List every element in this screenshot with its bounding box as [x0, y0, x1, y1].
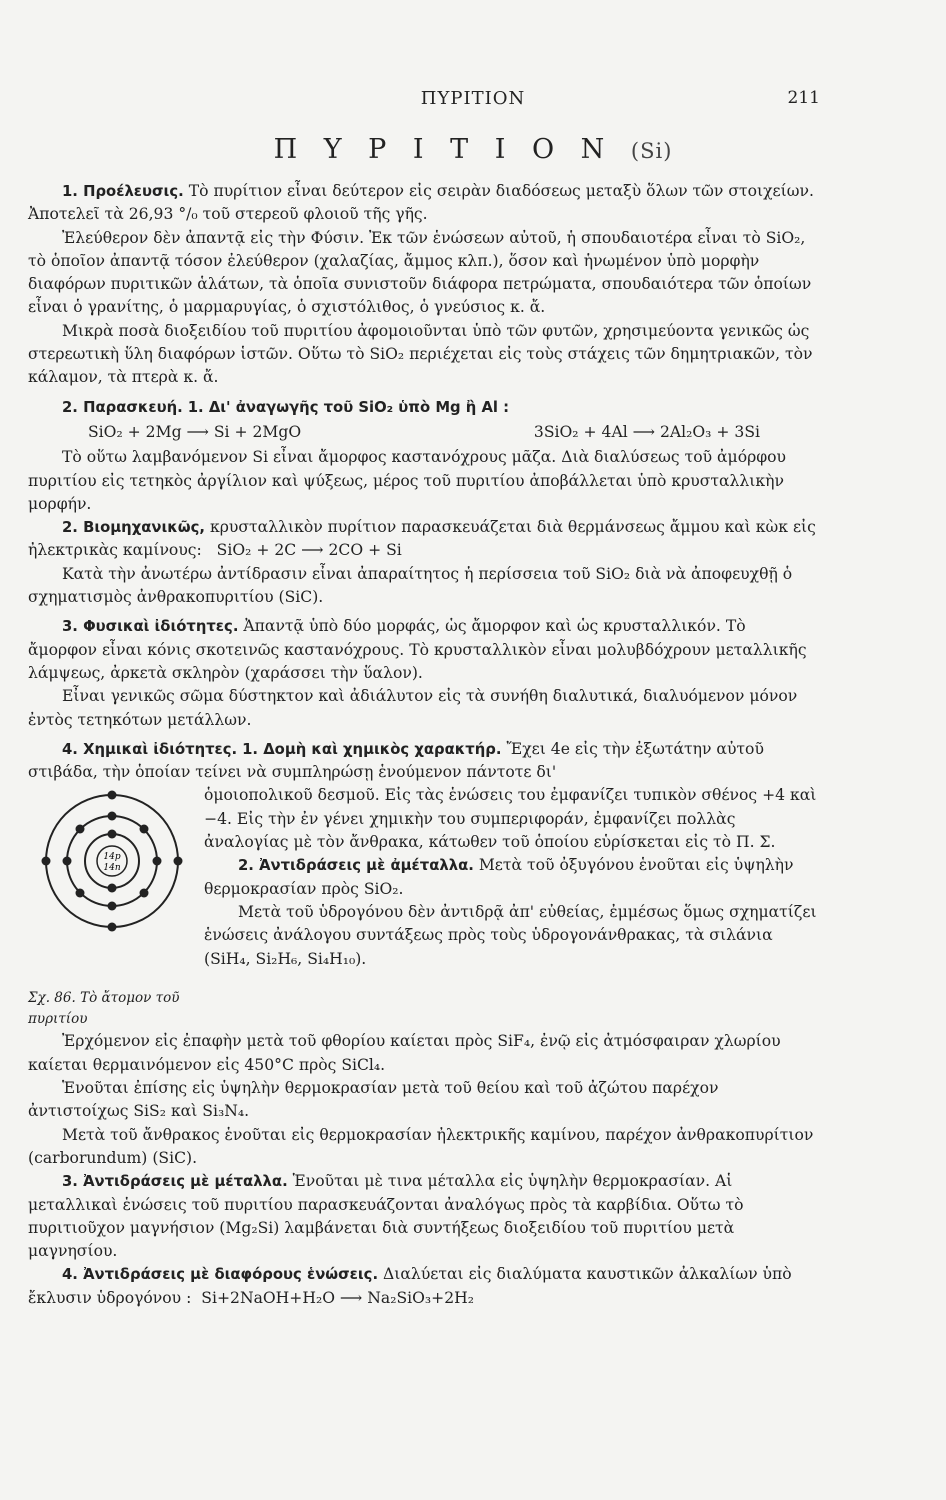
paragraph: Τὸ οὕτω λαμβανόμενον Si εἶναι ἄμορφος καστανόχρους μᾶζα. Διὰ διαλύσεως τοῦ ἀμόρφου πυριτίου εἰς τετηκὸς ἀργίλιον καὶ ψύξεως, μέρος τοῦ πυριτίου ἀποβάλλεται ὑπὸ κρυσταλλικὴν μορφήν. — [28, 448, 787, 513]
atom-figure — [28, 784, 204, 1030]
paragraph-text: Ἔχει 4e εἰς τὴν ἐξωτάτην αὐτοῦ στιβάδα, τὴν ὁποίαν τείνει νὰ συμπληρώσῃ ἑνούμενον πάντοτε δι' — [28, 739, 764, 782]
paragraph: Μετὰ τοῦ ὑδρογόνου δὲν ἀντιδρᾷ ἀπ' εὐθείας, ἐμμέσως ὅμως σχηματίζει ἑνώσεις ἀνάλογου συντάξεως πρὸς τοὺς ὑδρογονάνθρακας, τὰ σιλάνια (SiH₄, Si₂H₆, Si₄H₁₀). — [204, 902, 817, 968]
paragraph — [28, 615, 818, 685]
equation: Si+2NaOH+H₂O ⟶ Na₂SiO₃+2H₂ — [201, 1288, 474, 1307]
section-label-chemical: 4. Χημικαὶ ἰδιότητες. — [62, 740, 238, 758]
electron — [108, 791, 117, 800]
paragraph-text: Μετὰ τοῦ ὀξυγόνου ἑνοῦται εἰς ὑψηλὴν θερμοκρασίαν πρὸς SiO₂. — [204, 856, 794, 898]
electron — [108, 830, 117, 839]
subsection-label: 2. Βιομηχανικῶς, — [62, 519, 206, 537]
paragraph-text: Ἀπαντᾷ ὑπὸ δύο μορφάς, ὡς ἄμορφον καὶ ὡς κρυσταλλικόν. Τὸ ἄμορφον εἶναι κόνις σκοτεινῶς καστανόχρους. Τὸ κρυσταλλικὸν εἶναι μολυβδόχρουν μεταλλικῆς λάμψεως, ἀρκετὰ σκληρὸν (χαράσσει τὴν ὕαλον). — [28, 617, 807, 682]
paragraph-text: Διαλύεται εἰς διαλύματα καυστικῶν ἀλκαλίων ὑπὸ ἔκλυσιν ὑδρογόνου : — [28, 1265, 792, 1307]
paragraph: ὁμοιοπολικοῦ δεσμοῦ. Εἰς τὰς ἑνώσεις του ἐμφανίζει τυπικὸν σθένος +4 καὶ −4. Εἰς τὴν ἐν γένει χημικὴν του συμπεριφοράν, ἐμφανίζει πολλὰς ἀναλογίας μὲ τὸν ἄνθρακα, κάτωθεν τοῦ ὁποίου εὑρίσκεται εἰς τὸ Π. Σ. — [204, 786, 817, 852]
intro-paragraph — [28, 180, 818, 227]
element-symbol: (Si) — [630, 139, 673, 163]
body-text — [28, 180, 818, 1310]
paragraph — [28, 516, 818, 563]
electron — [153, 857, 162, 866]
prep-heading — [28, 396, 818, 419]
paragraph: Εἶναι γενικῶς σῶμα δύστηκτον καὶ ἀδιάλυτον εἰς τὰ συνήθη διαλυτικά, διαλυόμενον μόνον ἐντὸς τετηκότων μετάλλων. — [28, 687, 798, 729]
electron — [140, 825, 149, 834]
paragraph — [28, 1170, 818, 1263]
electron — [108, 902, 117, 911]
paragraph: Ἐρχόμενον εἰς ἐπαφὴν μετὰ τοῦ φθορίου καίεται πρὸς SiF₄, ἐνῷ εἰς ἀτμόσφαιραν χλωρίου καίεται θερμαινόμενον εἰς 450°C πρὸς SiCl₄. — [28, 1032, 781, 1074]
section-label-physical: 3. Φυσικαὶ ἰδιότητες. — [62, 618, 239, 636]
electron — [63, 857, 72, 866]
subsection-label: 3. Ἀντιδράσεις μὲ μέταλλα. — [62, 1173, 288, 1191]
paragraph: Ἐλεύθερον δὲν ἀπαντᾷ εἰς τὴν Φύσιν. Ἐκ τῶν ἑνώσεων αὐτοῦ, ἡ σπουδαιοτέρα εἶναι τὸ SiO₂, τὸ ὁποῖον ἀπαντᾷ τόσον ἐλεύθερον (χαλαζίας, ἄμμος κλπ.), ὅσον καὶ ἡνωμένον ὑπὸ μορφὴν διαφόρων πυριτικῶν ἁλάτων, τὰ ὁποῖα συνιστοῦν διάφορα πετρώματα, σπουδαιότερα τῶν ὁποίων εἶναι ὁ γρανίτης, ὁ μαρμαρυγίας, ὁ σχιστόλιθος, ὁ γνεύσιος κ. ἄ. — [28, 228, 812, 317]
page-number: 211 — [787, 88, 820, 108]
paragraph: Μικρὰ ποσὰ διοξειδίου τοῦ πυριτίου ἀφομοιοῦνται ὑπὸ τῶν φυτῶν, χρησιμεύοντα γενικῶς ὡς στερεωτικὴ ὕλη διαφόρων ἱστῶν. Οὕτω τὸ SiO₂ περιέχεται εἰς τοὺς στάχεις τῶν δημητριακῶν, τὸν κάλαμον, τὰ πτερὰ κ. ἄ. — [28, 321, 813, 387]
electron — [108, 884, 117, 893]
chapter-title — [0, 134, 946, 165]
paragraph — [204, 854, 818, 901]
equation: 3SiO₂ + 4Al ⟶ 2Al₂O₃ + 3Si — [533, 422, 760, 441]
subsection-label: 4. Ἀντιδράσεις μὲ διαφόρους ἑνώσεις. — [62, 1266, 379, 1284]
paragraph — [28, 1263, 818, 1310]
electron — [140, 889, 149, 898]
paragraph: Μετὰ τοῦ ἄνθρακος ἑνοῦται εἰς θερμοκρασίαν ἠλεκτρικῆς καμίνου, παρέχον ἀνθρακοπυρίτιον (carborundum) (SiC). — [28, 1125, 814, 1167]
nucleus-protons: 14p — [103, 852, 121, 863]
paragraph-text: Ἑνοῦται μὲ τινα μέταλλα εἰς ὑψηλὴν θερμοκρασίαν. Αἱ μεταλλικαὶ ἑνώσεις τοῦ πυριτίου παρασκευάζονται ἀναλόγως πρὸς τὰ καρβίδια. Οὕτω τὸ πυριτιοῦχον μαγνήσιον (Mg₂Si) λαμβάνεται διὰ συντήξεως διοξειδίου τοῦ πυριτίου μετὰ μαγνησίου. — [28, 1172, 744, 1261]
electron — [108, 923, 117, 932]
electron — [42, 857, 51, 866]
electron — [174, 857, 183, 866]
subsection-label: 2. Ἀντιδράσεις μὲ ἀμέταλλα. — [238, 857, 474, 875]
chapter-title-text: Π Υ Ρ Ι Τ Ι Ο Ν — [273, 134, 614, 165]
nucleus-neutrons: 14n — [103, 863, 121, 874]
paragraph — [28, 738, 818, 785]
equation: SiO₂ + 2C ⟶ 2CO + Si — [216, 541, 402, 560]
electron — [76, 825, 85, 834]
paragraph-text: κρυσταλλικὸν πυρίτιον παρασκευάζεται διὰ θερμάνσεως ἄμμου καὶ κὼκ εἰς ἠλεκτρικὰς καμίνους: — [28, 518, 816, 560]
figure-side-text — [204, 784, 818, 970]
running-title: ΠΥΡΙΤΙΟΝ — [420, 88, 526, 109]
paragraph: Ἑνοῦται ἐπίσης εἰς ὑψηλὴν θερμοκρασίαν μετὰ τοῦ θείου καὶ τοῦ ἀζώτου παρέχον ἀντιστοίχως SiS₂ καὶ Si₃N₄. — [28, 1079, 719, 1121]
figure-row — [28, 784, 818, 1030]
figure-caption: Σχ. 86. Τὸ ἄτομον τοῦ πυριτίου — [28, 990, 180, 1028]
paragraph: Κατὰ τὴν ἀνωτέρω ἀντίδρασιν εἶναι ἀπαραίτητος ἡ περίσσεια τοῦ SiO₂ διὰ νὰ ἀποφευχθῇ ὁ σχηματισμὸς ἀνθρακοπυριτίου (SiC). — [28, 564, 793, 607]
subsection-label: 1. Δομὴ καὶ χημικὸς χαρακτήρ. — [242, 740, 502, 758]
electron — [76, 889, 85, 898]
section-label-origin: 1. Προέλευσις. — [62, 183, 184, 200]
equation-row — [28, 421, 818, 444]
section-label-preparation: 2. Παρασκευή. — [62, 398, 183, 416]
running-header — [0, 88, 946, 112]
subsection-label: 1. Δι' ἀναγωγῆς τοῦ SiO₂ ὑπὸ Mg ἢ Al : — [187, 398, 510, 416]
electron — [108, 812, 117, 821]
silicon-atom-diagram — [32, 786, 192, 936]
equation: SiO₂ + 2Mg ⟶ Si + 2MgO — [88, 422, 302, 441]
paragraph-text: Τὸ πυρίτιον εἶναι δεύτερον εἰς σειρὰν διαδόσεως μεταξὺ ὅλων τῶν στοιχείων. Ἀποτελεῖ τὰ 26,93 °/₀ τοῦ στερεοῦ φλοιοῦ τῆς γῆς. — [28, 182, 814, 224]
